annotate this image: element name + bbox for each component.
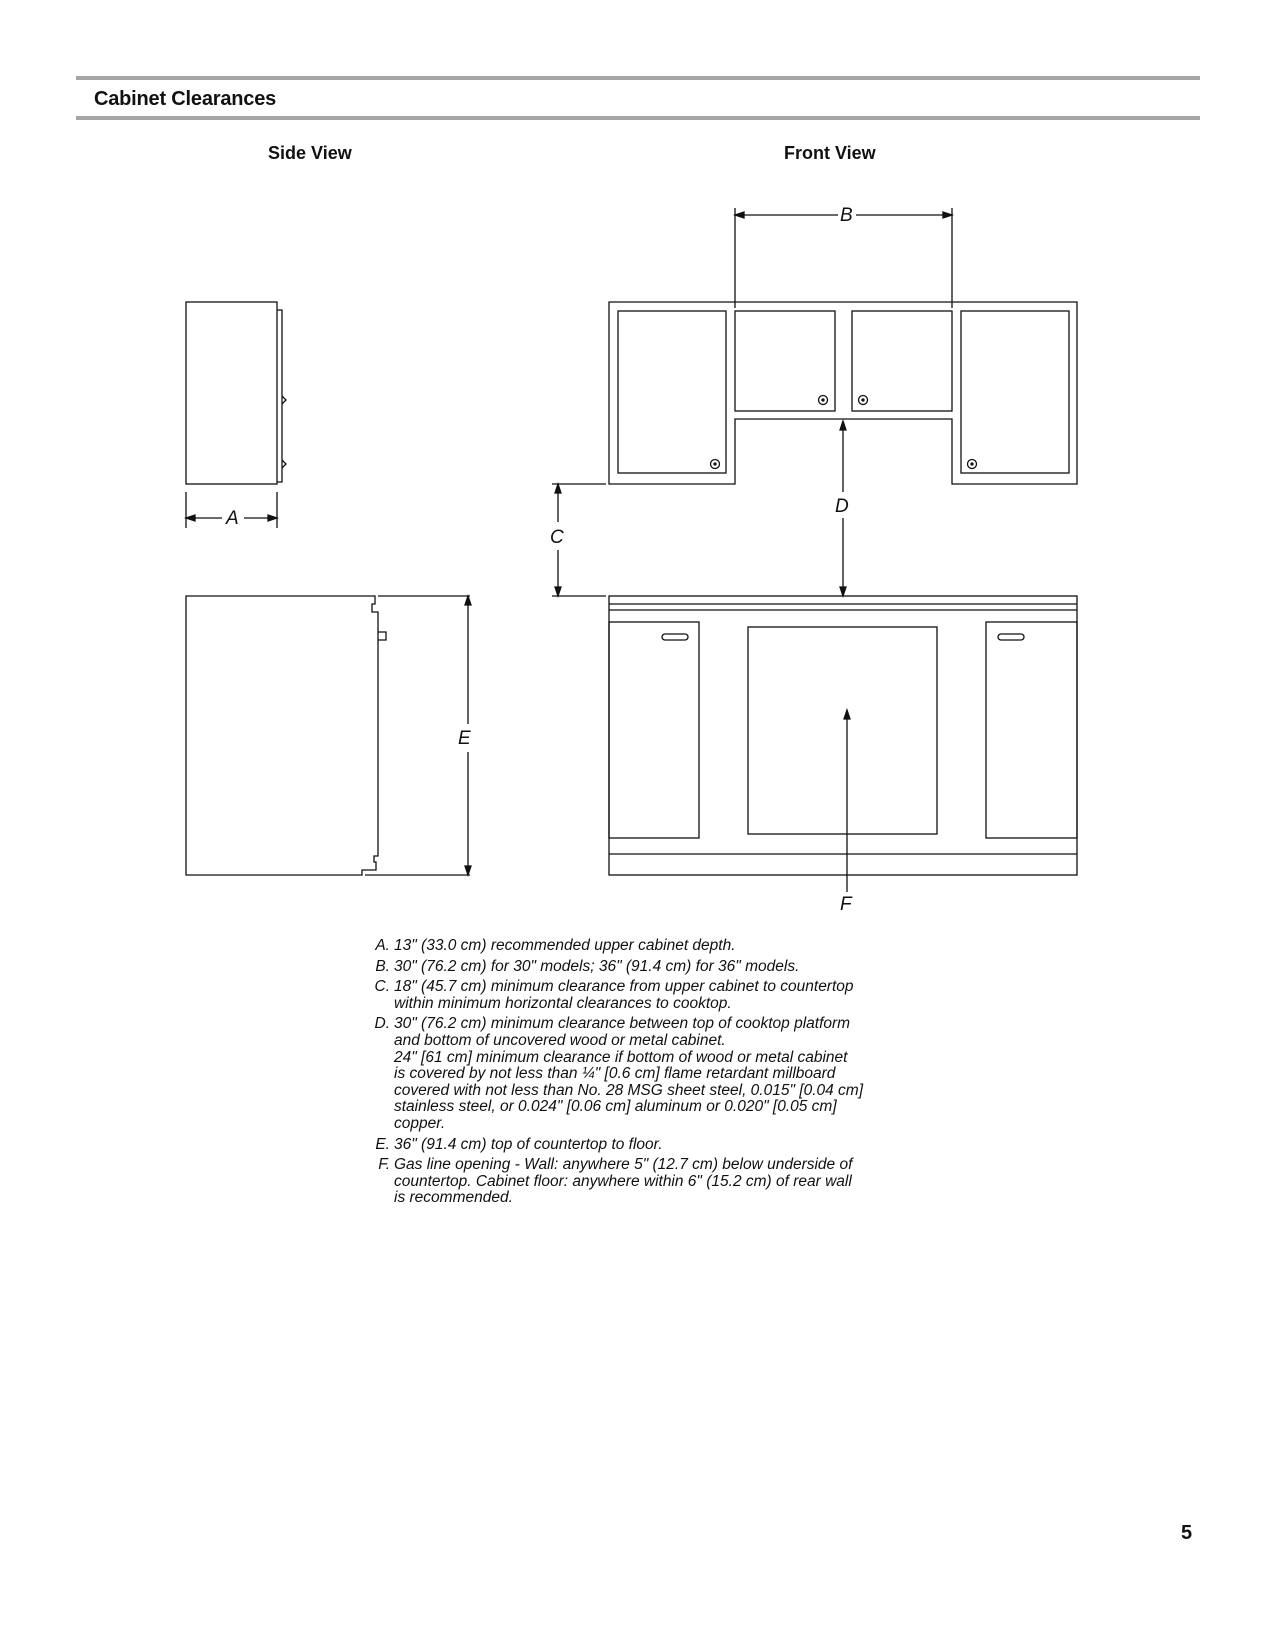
front-view-label: Front View [784, 143, 876, 163]
legend-item-c [372, 979, 912, 1012]
dimension-d-label: D [835, 496, 849, 517]
dimension-c-label: C [550, 527, 564, 548]
dimension-b-label: B [840, 205, 853, 226]
legend-item-a [372, 938, 912, 955]
legend-item-f [372, 1157, 912, 1207]
legend-letter: D. [374, 1015, 390, 1033]
legend-letter: B. [375, 957, 390, 975]
legend-text: 18" (45.7 cm) minimum clearance from upper cabinet to countertop within minimum horizontal clearances to cooktop. [394, 978, 854, 1012]
legend-text: 36" (91.4 cm) top of countertop to floor. [394, 1135, 663, 1153]
section-title: Cabinet Clearances [94, 88, 277, 110]
legend-letter: A. [375, 937, 390, 954]
legend-letter: C. [374, 978, 390, 996]
legend-item-b [372, 959, 912, 976]
page-number: 5 [1181, 1522, 1193, 1544]
side-view-label: Side View [268, 143, 352, 163]
side-base-cabinet [186, 596, 470, 875]
legend-item-e [372, 1137, 912, 1154]
legend-text: Gas line opening - Wall: anywhere 5" (12.7 cm) below underside of countertop. Cabinet floor: anywhere within 6" (15.2 cm) of rear wall is recommended. [394, 1156, 853, 1207]
dimension-e-label: E [458, 728, 471, 749]
dimension-legend [372, 938, 912, 1211]
front-base-cabinet [609, 596, 1077, 875]
legend-text: 30" (76.2 cm) for 30" models; 36" (91.4 cm) for 36" models. [394, 957, 800, 975]
dimension-f-label: F [840, 894, 852, 915]
legend-text: 13" (33.0 cm) recommended upper cabinet depth. [394, 937, 736, 954]
legend-letter: E. [375, 1135, 390, 1153]
dimension-f-line [844, 710, 850, 892]
dimension-a-label: A [226, 508, 239, 529]
side-upper-cabinet [186, 302, 286, 484]
legend-letter: F. [378, 1156, 390, 1174]
legend-text: 30" (76.2 cm) minimum clearance between top of cooktop platform and bottom of uncovered wood or metal cabinet. 24" [61 cm] minimum clearance if bottom of wood or metal cabinet is covered by not less than ¼" [0.6 cm] flame retardant millboard covered with not less than No. 28 MSG sheet steel, 0.015" [0.04 cm] stainless steel, or 0.024" [0.06 cm] aluminum or 0.020" [0.05 cm] copper. [394, 1015, 864, 1132]
legend-item-d [372, 1016, 912, 1132]
